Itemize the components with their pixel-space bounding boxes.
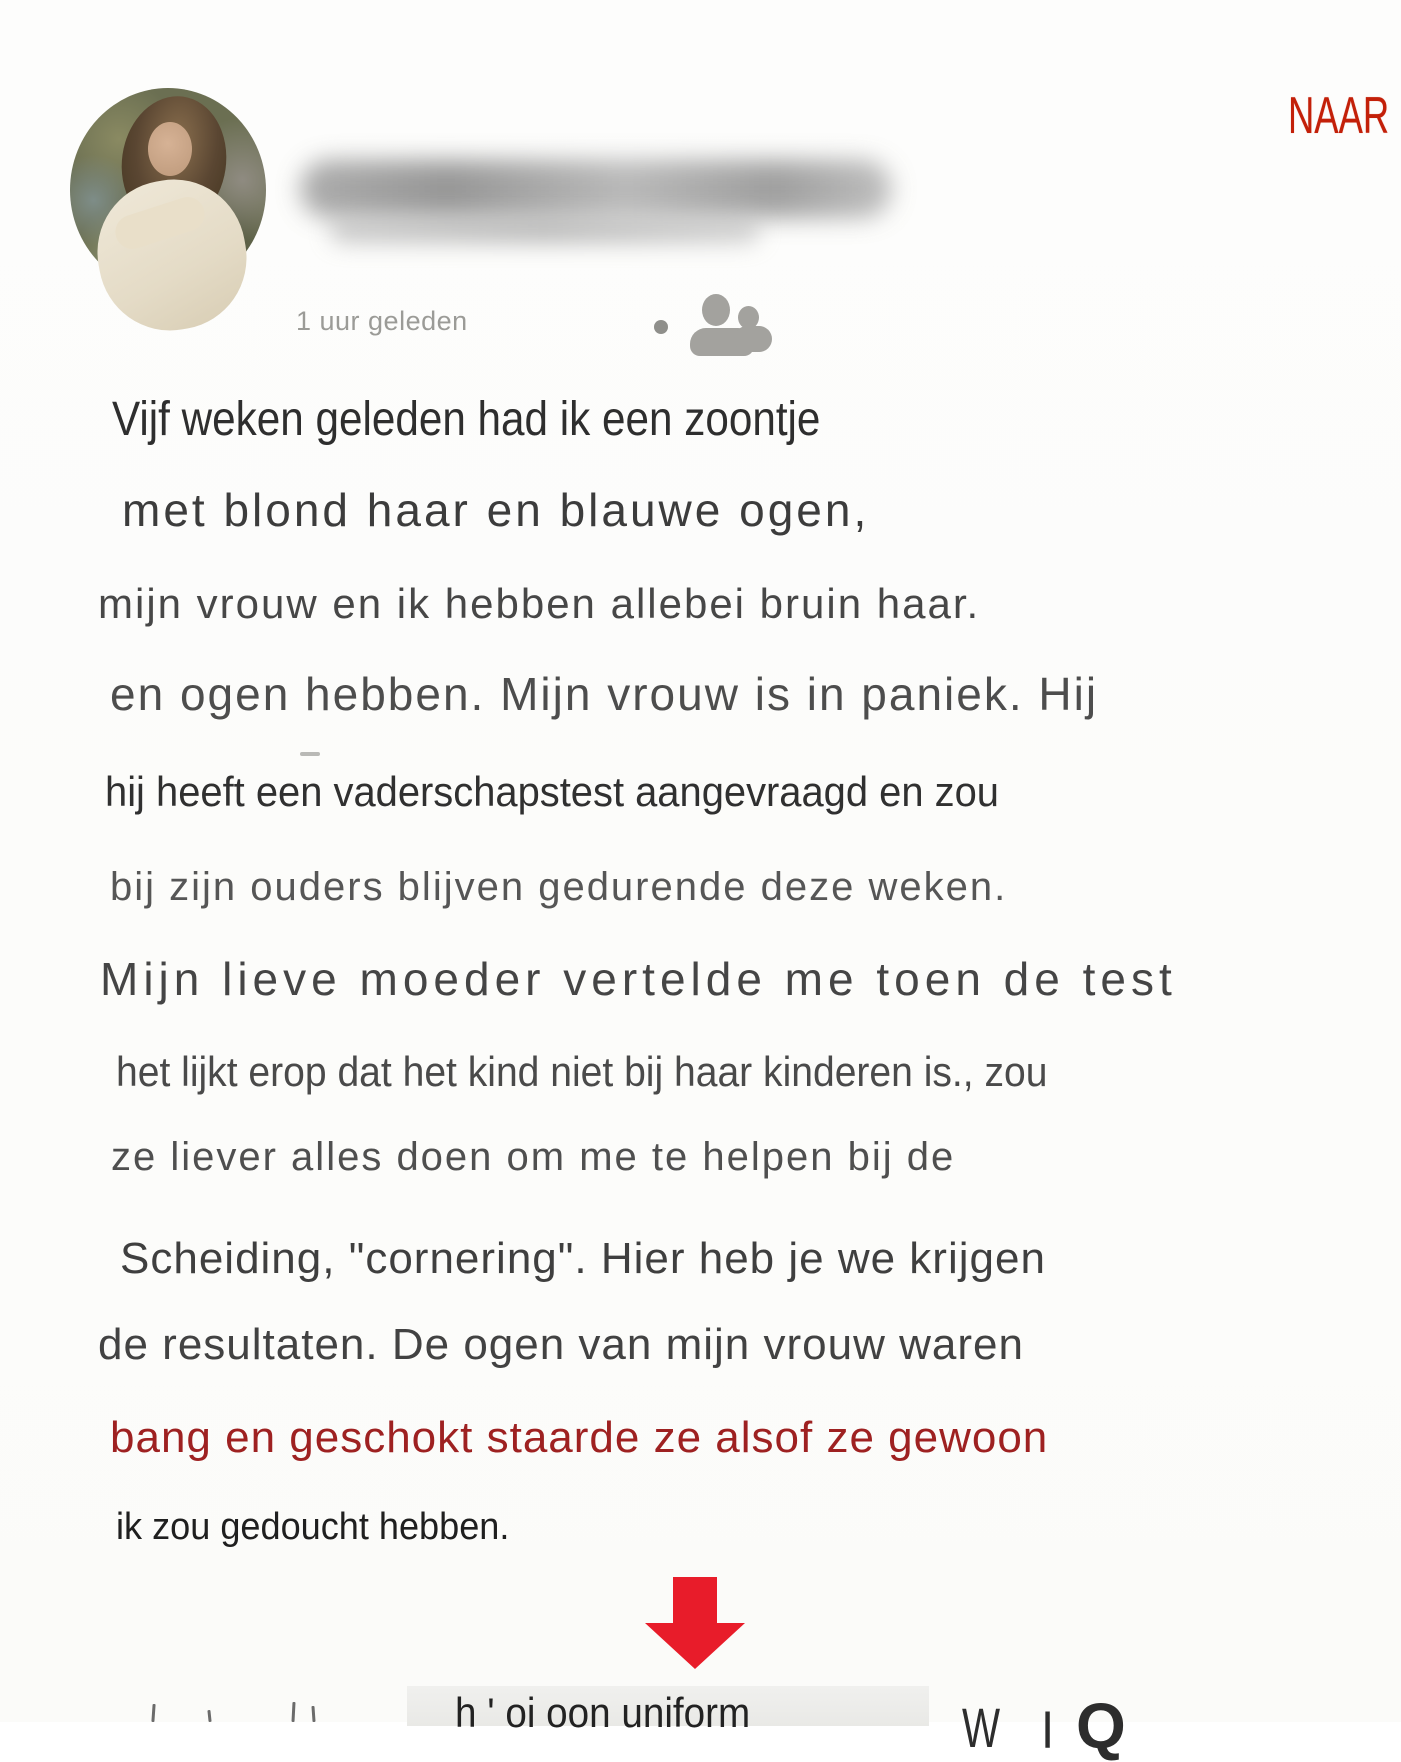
post-line: mijn vrouw en ik hebben allebei bruin haar.: [98, 580, 981, 627]
post-line-highlight: bang en geschokt staarde ze alsof ze gewoon: [110, 1413, 1049, 1462]
partial-mark: [151, 1704, 155, 1722]
partial-mark: [311, 1706, 315, 1722]
post-line: hij heeft een vaderschapstest aangevraagd en zou: [105, 768, 999, 815]
blurred-username: [300, 160, 892, 218]
post-line: en ogen hebben. Mijn vrouw is in paniek. Hij: [110, 668, 1099, 720]
next-panel-text: h ' oi oon uniform: [455, 1689, 751, 1736]
post-line: de resultaten. De ogen van mijn vrouw waren: [98, 1320, 1024, 1369]
separator-dot: [654, 320, 668, 334]
friends-icon-body-2: [734, 326, 772, 352]
friends-icon-head-1: [702, 294, 730, 326]
smudge-dash: [300, 752, 320, 756]
post-line: het lijkt erop dat het kind niet bij haar kinderen is., zou: [116, 1048, 1048, 1095]
avatar-body: [86, 168, 258, 341]
post-line: Mijn lieve moeder vertelde me toen de test: [100, 953, 1177, 1005]
naar-label: NAAR: [1288, 87, 1390, 145]
friends-privacy-icon: [690, 290, 780, 358]
partial-mark: [207, 1710, 211, 1722]
partial-glyph: Q: [1076, 1690, 1126, 1762]
post-line: met blond haar en blauwe ogen,: [122, 484, 870, 536]
post-timestamp: 1 uur geleden: [296, 306, 468, 336]
partial-glyph: l: [1042, 1703, 1054, 1759]
avatar: [70, 88, 266, 292]
blurred-username-underline: [330, 218, 760, 244]
down-arrow-icon: [645, 1577, 745, 1669]
avatar-face: [148, 122, 192, 176]
post-line: Scheiding, "cornering". Hier heb je we krijgen: [120, 1234, 1046, 1283]
post-line: ze liever alles doen om me te helpen bij de: [111, 1135, 956, 1179]
post-line: ik zou gedoucht hebben.: [116, 1506, 510, 1548]
partial-glyph: W: [962, 1696, 1001, 1759]
partial-mark: [291, 1702, 295, 1722]
post-line: Vijf weken geleden had ik een zoontje: [112, 393, 821, 446]
post-line: bij zijn ouders blijven gedurende deze weken.: [110, 865, 1008, 909]
